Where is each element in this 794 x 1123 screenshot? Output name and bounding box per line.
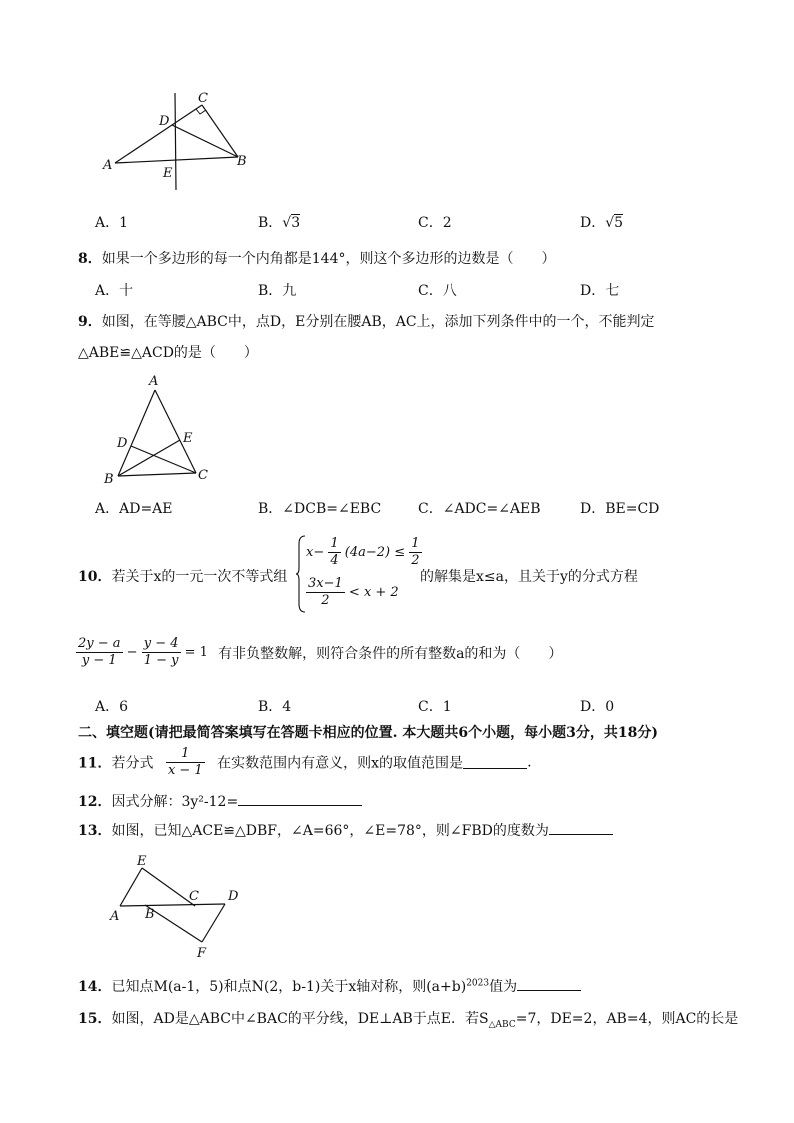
label-d: D (228, 889, 239, 904)
q8-text: 如果一个多边形的每一个内角都是144°，则这个多边形的边数是（ ） (101, 251, 556, 267)
q9-text-line1: 如图，在等腰△ABC中，点D，E分别在腰AB，AC上，添加下列条件中的一个，不能判定 (101, 314, 655, 330)
q15-number: 15． (78, 1011, 112, 1027)
q11-fraction (166, 746, 205, 779)
q11-pre: 若分式 (111, 755, 154, 772)
q7-option-a: A．1 (95, 215, 129, 231)
label-c: C (198, 91, 208, 106)
ineq2-right: < x + 2 (348, 585, 399, 600)
figure-q7 (95, 85, 265, 195)
q10-option-c: C．1 (418, 699, 452, 715)
q10-number: 10． (78, 569, 112, 585)
eq-fraction-2 (142, 636, 181, 669)
question-11 (78, 746, 532, 779)
q14-number: 14． (78, 979, 112, 995)
q7-option-b (258, 212, 300, 232)
question-12 (78, 791, 362, 811)
q12-number: 12． (78, 794, 112, 810)
q10-option-b: B．4 (258, 699, 292, 715)
question-15 (78, 1008, 738, 1030)
label-c: C (198, 468, 208, 483)
label-b: B (104, 472, 114, 487)
sqrt-sign: √ (282, 215, 292, 231)
eq-minus: − (126, 645, 138, 660)
q13-number: 13． (78, 823, 112, 839)
q11-end: . (527, 754, 532, 771)
q11-number: 11． (78, 755, 112, 772)
frac-numerator: 1 (330, 536, 339, 551)
ineq1-left: x− (306, 545, 325, 560)
ineq1-mid: (4a−2) ≤ (344, 545, 406, 560)
frac-denominator: x − 1 (167, 763, 203, 778)
label-d: D (117, 436, 128, 451)
question-8 (78, 248, 555, 268)
q7-option-b-label: B． (258, 215, 283, 231)
q15-post: =7，DE=2，AB=4，则AC的长是 (515, 1011, 739, 1027)
frac-numerator: 1 (411, 536, 420, 551)
ineq1-fraction (328, 536, 340, 569)
frac-numerator: 2y − a (78, 636, 121, 651)
q8-option-d: D．七 (580, 283, 620, 299)
question-9-line2: △ABE≌△ACD的是（ ） (78, 345, 258, 361)
answer-blank[interactable] (238, 793, 362, 806)
q8-option-a: A．十 (95, 283, 134, 299)
q10-option-a: A．6 (95, 699, 129, 715)
q9-number: 9． (78, 314, 102, 330)
question-10-line1 (78, 566, 287, 586)
sqrt-sign: √ (605, 215, 615, 231)
label-a: A (103, 158, 113, 173)
q9-option-c: C．∠ADC=∠AEB (418, 501, 541, 517)
q8-option-c: C．八 (418, 283, 457, 299)
frac-denominator: 1 − y (143, 653, 179, 668)
frac-denominator: y − 1 (81, 653, 117, 668)
question-14 (78, 976, 581, 996)
eq-post: 有非负整数解，则符合条件的所有整数a的和为（ ） (218, 645, 563, 662)
label-f: F (197, 946, 207, 961)
ineq2-fraction (306, 576, 345, 609)
label-c: C (189, 889, 199, 904)
q8-number: 8． (78, 251, 102, 267)
eq-right: = 1 (184, 645, 208, 660)
frac-denominator: 2 (411, 553, 420, 568)
figure-q13 (105, 850, 255, 965)
frac-numerator: 3x−1 (308, 576, 343, 591)
label-e: E (137, 854, 147, 869)
q10-pre: 若关于x的一元一次不等式组 (111, 569, 288, 585)
q7-option-b-value: 3 (291, 215, 301, 231)
q7-option-d (580, 212, 623, 232)
section-2-title: 二、填空题(请把最简答案填写在答题卡相应的位置. 本大题共6个小题，每小题3分，共18分) (78, 725, 658, 741)
q8-option-b: B．九 (258, 283, 297, 299)
label-b: B (237, 154, 247, 169)
answer-blank[interactable] (549, 822, 613, 835)
label-b: B (145, 907, 155, 922)
q9-option-b: B．∠DCB=∠EBC (258, 501, 382, 517)
frac-numerator: y − 4 (143, 636, 179, 651)
q15-subscript: △ABC (488, 1019, 516, 1030)
eq-fraction-1 (76, 636, 123, 669)
q7-option-c: C．2 (418, 215, 452, 231)
figure-q9 (100, 370, 220, 490)
q9-option-a: A．AD=AE (95, 501, 173, 517)
label-e: E (163, 166, 173, 181)
q14-exponent: 2023 (466, 978, 490, 989)
frac-denominator: 4 (330, 553, 339, 568)
q14-post: 值为 (489, 979, 518, 995)
q11-post: 在实数范围内有意义，则x的取值范围是 (217, 755, 464, 772)
q12-text: 因式分解：3y²-12= (111, 794, 239, 810)
frac-numerator: 1 (166, 746, 205, 763)
q7-option-d-label: D． (580, 215, 606, 231)
q9-option-d: D．BE=CD (580, 501, 660, 517)
q13-text: 如图，已知△ACE≌△DBF，∠A=66°，∠E=78°，则∠FBD的度数为 (111, 823, 549, 839)
inequality-1 (306, 536, 422, 569)
ineq1-right-fraction (409, 536, 421, 569)
frac-denominator: 2 (321, 593, 330, 608)
label-a: A (149, 374, 159, 389)
q15-text: 如图，AD是△ABC中∠BAC的平分线，DE⊥AB于点E．若S (111, 1011, 489, 1027)
inequality-system (296, 534, 420, 614)
brace-icon (296, 534, 306, 614)
inequality-2 (306, 576, 399, 609)
question-10-line2 (76, 636, 562, 669)
q7-option-d-value: 5 (614, 215, 624, 231)
label-e: E (183, 431, 193, 446)
question-13 (78, 820, 613, 840)
question-9-line1 (78, 311, 655, 331)
answer-blank[interactable] (517, 978, 581, 991)
q10-post: 的解集是x≤a，且关于y的分式方程 (420, 569, 638, 585)
q14-text: 已知点M(a-1，5)和点N(2，b-1)关于x轴对称，则(a+b) (111, 979, 467, 995)
label-d: D (159, 114, 170, 129)
q10-option-d: D．0 (580, 699, 615, 715)
answer-blank[interactable] (463, 756, 527, 769)
label-a: A (110, 909, 120, 924)
